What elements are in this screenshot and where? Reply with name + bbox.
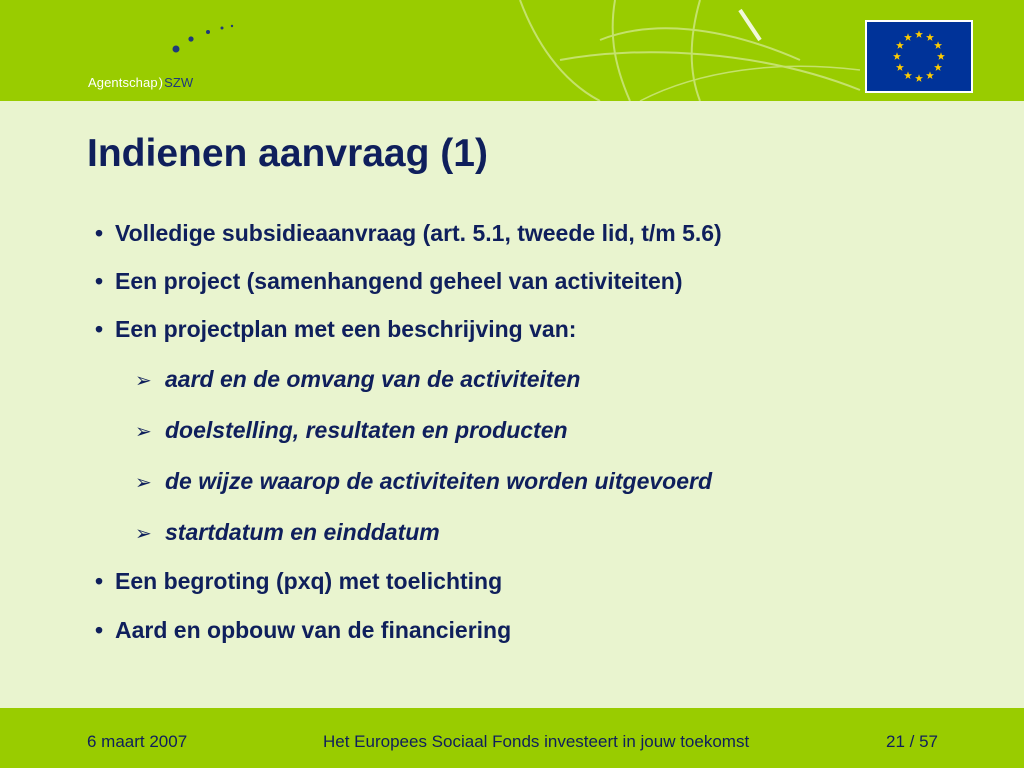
footer-date: 6 maart 2007 xyxy=(87,732,188,751)
bullet-item xyxy=(95,314,576,344)
eu-flag-icon xyxy=(865,20,973,93)
bullet-dot: • xyxy=(95,220,104,246)
bullet-text: Volledige subsidieaanvraag (art. 5.1, tweede lid, t/m 5.6) xyxy=(115,220,722,246)
arrow-bullet-icon: ➢ xyxy=(135,472,152,494)
sub-bullet-text: aard en de omvang van de activiteiten xyxy=(165,366,581,392)
sub-bullet-text: startdatum en einddatum xyxy=(165,519,440,545)
sub-bullet-item xyxy=(135,517,440,549)
arrow-bullet-icon: ➢ xyxy=(135,523,152,545)
sub-bullet-item xyxy=(135,466,712,498)
slide-page-indicator: 21 / 57 xyxy=(886,732,938,751)
slide-title: Indienen aanvraag (1) xyxy=(87,132,488,175)
logo-separator: ) xyxy=(158,75,164,90)
bullet-text: Een project (samenhangend geheel van activiteiten) xyxy=(115,268,683,294)
bullet-item xyxy=(95,218,722,248)
sub-bullet-text: de wijze waarop de activiteiten worden uitgevoerd xyxy=(165,468,713,494)
logo-szw: SZW xyxy=(164,75,194,90)
bullet-text: Een projectplan met een beschrijving van: xyxy=(115,316,577,342)
sub-bullet-item xyxy=(135,415,568,447)
header-band xyxy=(0,0,1024,101)
bullet-dot: • xyxy=(95,268,104,294)
agentschap-szw-logo xyxy=(84,14,244,94)
bullet-text: Aard en opbouw van de financiering xyxy=(115,617,512,643)
bullet-text: Een begroting (pxq) met toelichting xyxy=(115,568,503,594)
bullet-dot: • xyxy=(95,617,104,643)
bullet-item xyxy=(95,566,502,596)
logo-text xyxy=(88,75,193,90)
arrow-bullet-icon: ➢ xyxy=(135,421,152,443)
bullet-item xyxy=(95,615,511,645)
sub-bullet-text: doelstelling, resultaten en producten xyxy=(165,417,568,443)
bullet-item xyxy=(95,266,683,296)
arrow-bullet-icon: ➢ xyxy=(135,370,152,392)
footer-tagline: Het Europees Sociaal Fonds investeert in jouw toekomst xyxy=(323,732,750,751)
logo-agentschap: Agentschap xyxy=(88,75,158,90)
logo-dots-icon xyxy=(84,14,244,74)
sub-bullet-item xyxy=(135,364,580,396)
bullet-dot: • xyxy=(95,568,104,594)
bullet-dot: • xyxy=(95,316,104,342)
